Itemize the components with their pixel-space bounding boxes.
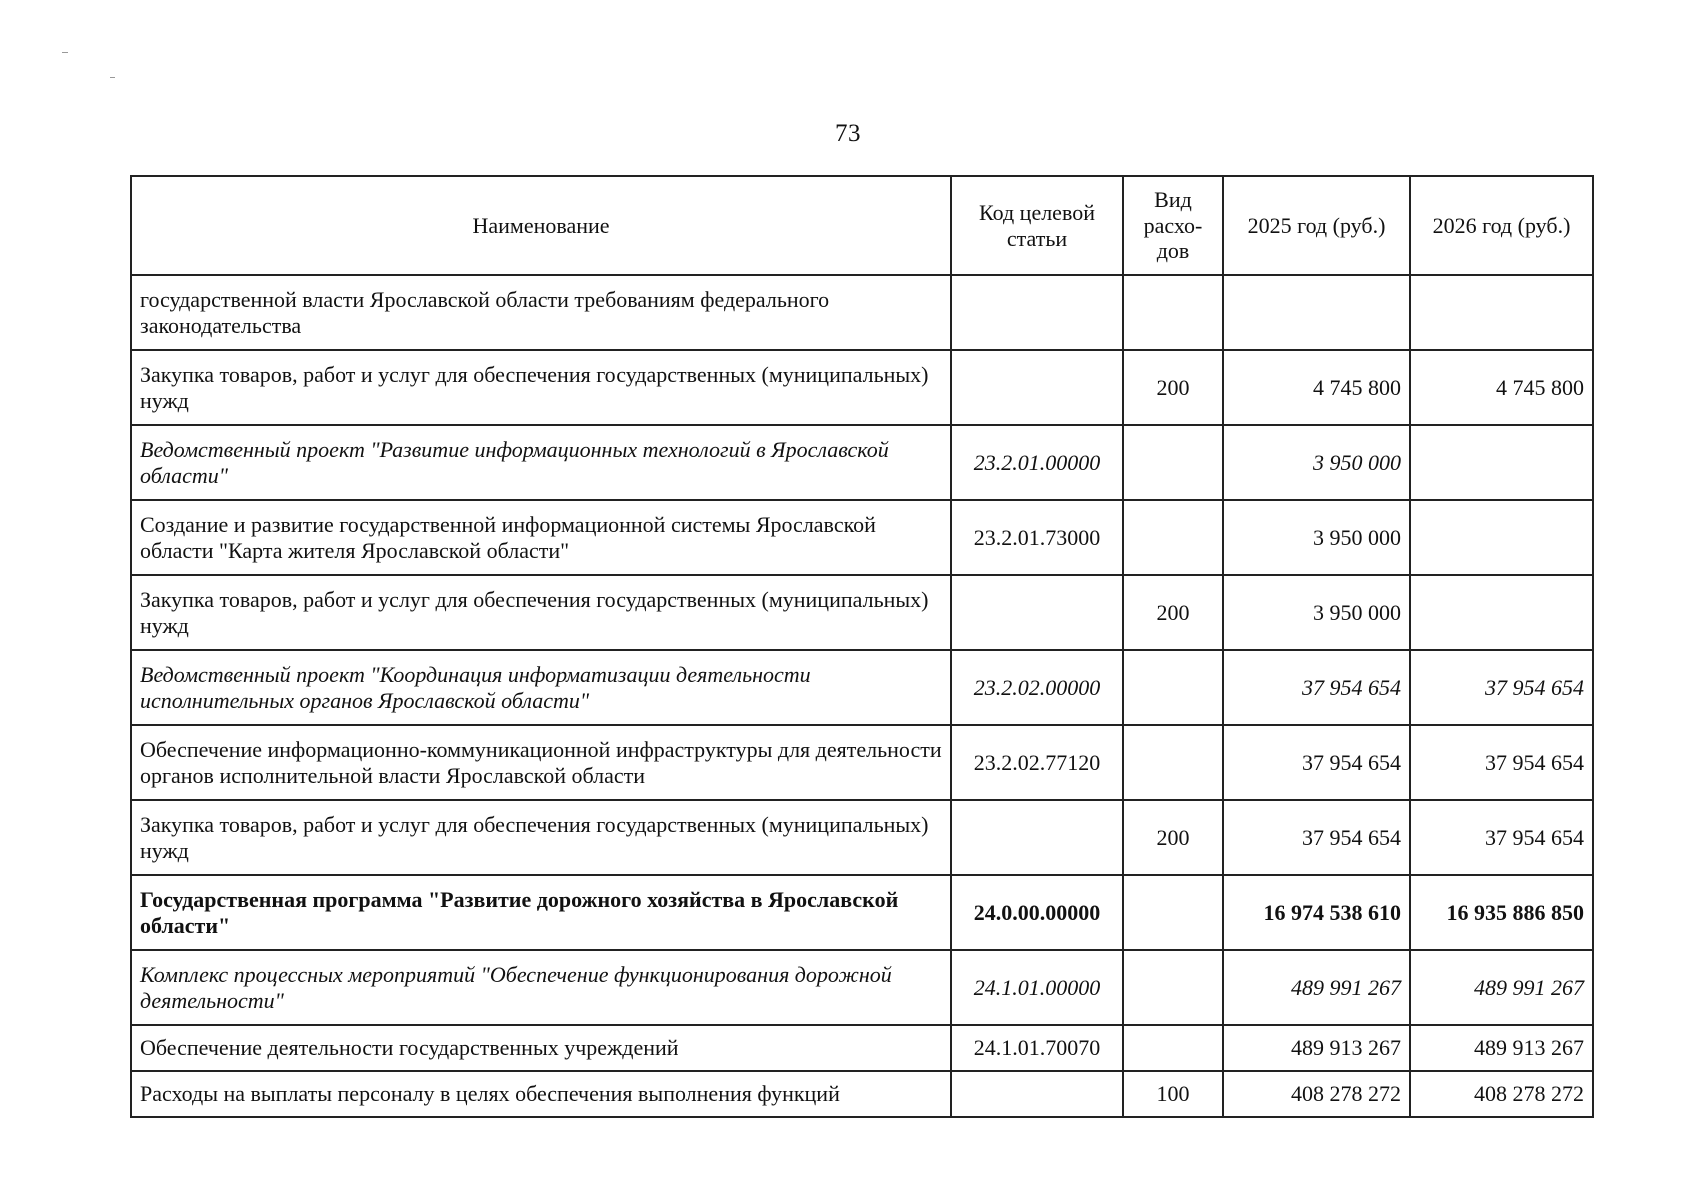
table-header-row [131, 176, 1593, 275]
row-code: 24.1.01.00000 [951, 950, 1123, 1025]
row-code: 24.0.00.00000 [951, 875, 1123, 950]
row-2026 [1410, 575, 1593, 650]
row-name: Закупка товаров, работ и услуг для обеспечения государственных (муниципальных) нужд [131, 575, 951, 650]
row-kind [1123, 650, 1223, 725]
table-row [131, 575, 1593, 650]
row-2025 [1223, 275, 1410, 350]
row-code: 23.2.01.00000 [951, 425, 1123, 500]
row-name: Закупка товаров, работ и услуг для обеспечения государственных (муниципальных) нужд [131, 350, 951, 425]
row-name: Государственная программа "Развитие дорожного хозяйства в Ярославской области" [131, 875, 951, 950]
table-row [131, 950, 1593, 1025]
header-code: Код целевой статьи [951, 176, 1123, 275]
row-2026: 16 935 886 850 [1410, 875, 1593, 950]
row-name: Расходы на выплаты персоналу в целях обеспечения выполнения функций [131, 1071, 951, 1117]
row-kind [1123, 275, 1223, 350]
row-2025: 16 974 538 610 [1223, 875, 1410, 950]
table-row [131, 875, 1593, 950]
row-name: Ведомственный проект "Координация информатизации деятельности исполнительных органов Ярославской области" [131, 650, 951, 725]
scan-mark [110, 77, 115, 78]
row-kind [1123, 725, 1223, 800]
table-row [131, 1071, 1593, 1117]
row-code: 23.2.02.77120 [951, 725, 1123, 800]
table-row [131, 800, 1593, 875]
table-row [131, 650, 1593, 725]
row-2026: 4 745 800 [1410, 350, 1593, 425]
row-code: 23.2.01.73000 [951, 500, 1123, 575]
row-name: государственной власти Ярославской области требованиям федерального законодательства [131, 275, 951, 350]
row-2026: 408 278 272 [1410, 1071, 1593, 1117]
row-code [951, 1071, 1123, 1117]
row-2026: 489 913 267 [1410, 1025, 1593, 1071]
header-kind: Вид расхо-дов [1123, 176, 1223, 275]
row-code: 23.2.02.00000 [951, 650, 1123, 725]
page-number: 73 [835, 120, 861, 147]
row-2026 [1410, 275, 1593, 350]
row-2025: 37 954 654 [1223, 800, 1410, 875]
budget-table [130, 175, 1594, 1118]
row-kind [1123, 875, 1223, 950]
row-kind [1123, 1025, 1223, 1071]
row-kind [1123, 500, 1223, 575]
row-name: Комплекс процессных мероприятий "Обеспечение функционирования дорожной деятельности" [131, 950, 951, 1025]
row-code: 24.1.01.70070 [951, 1025, 1123, 1071]
row-2026: 37 954 654 [1410, 800, 1593, 875]
row-code [951, 800, 1123, 875]
row-kind: 200 [1123, 575, 1223, 650]
row-kind [1123, 425, 1223, 500]
header-2025: 2025 год (руб.) [1223, 176, 1410, 275]
table-row [131, 725, 1593, 800]
row-2025: 37 954 654 [1223, 650, 1410, 725]
table-row [131, 275, 1593, 350]
row-2025: 4 745 800 [1223, 350, 1410, 425]
table-row [131, 350, 1593, 425]
row-2026: 489 991 267 [1410, 950, 1593, 1025]
header-name: Наименование [131, 176, 951, 275]
row-code [951, 575, 1123, 650]
row-2025: 37 954 654 [1223, 725, 1410, 800]
row-code [951, 350, 1123, 425]
row-name: Обеспечение деятельности государственных учреждений [131, 1025, 951, 1071]
row-2026: 37 954 654 [1410, 725, 1593, 800]
header-2026: 2026 год (руб.) [1410, 176, 1593, 275]
row-kind: 100 [1123, 1071, 1223, 1117]
row-code [951, 275, 1123, 350]
row-kind [1123, 950, 1223, 1025]
table-row [131, 500, 1593, 575]
row-name: Ведомственный проект "Развитие информационных технологий в Ярославской области" [131, 425, 951, 500]
row-name: Закупка товаров, работ и услуг для обеспечения государственных (муниципальных) нужд [131, 800, 951, 875]
row-2025: 489 913 267 [1223, 1025, 1410, 1071]
row-2025: 3 950 000 [1223, 500, 1410, 575]
row-kind: 200 [1123, 800, 1223, 875]
row-2026 [1410, 500, 1593, 575]
row-name: Создание и развитие государственной информационной системы Ярославской области "Карта жителя Ярославской области" [131, 500, 951, 575]
row-2025: 3 950 000 [1223, 425, 1410, 500]
scan-mark [62, 52, 68, 53]
row-2025: 489 991 267 [1223, 950, 1410, 1025]
table-row [131, 425, 1593, 500]
row-2026: 37 954 654 [1410, 650, 1593, 725]
row-2026 [1410, 425, 1593, 500]
row-kind: 200 [1123, 350, 1223, 425]
row-2025: 408 278 272 [1223, 1071, 1410, 1117]
table-row [131, 1025, 1593, 1071]
row-2025: 3 950 000 [1223, 575, 1410, 650]
row-name: Обеспечение информационно-коммуникационной инфраструктуры для деятельности органов исполнительной власти Ярославской области [131, 725, 951, 800]
